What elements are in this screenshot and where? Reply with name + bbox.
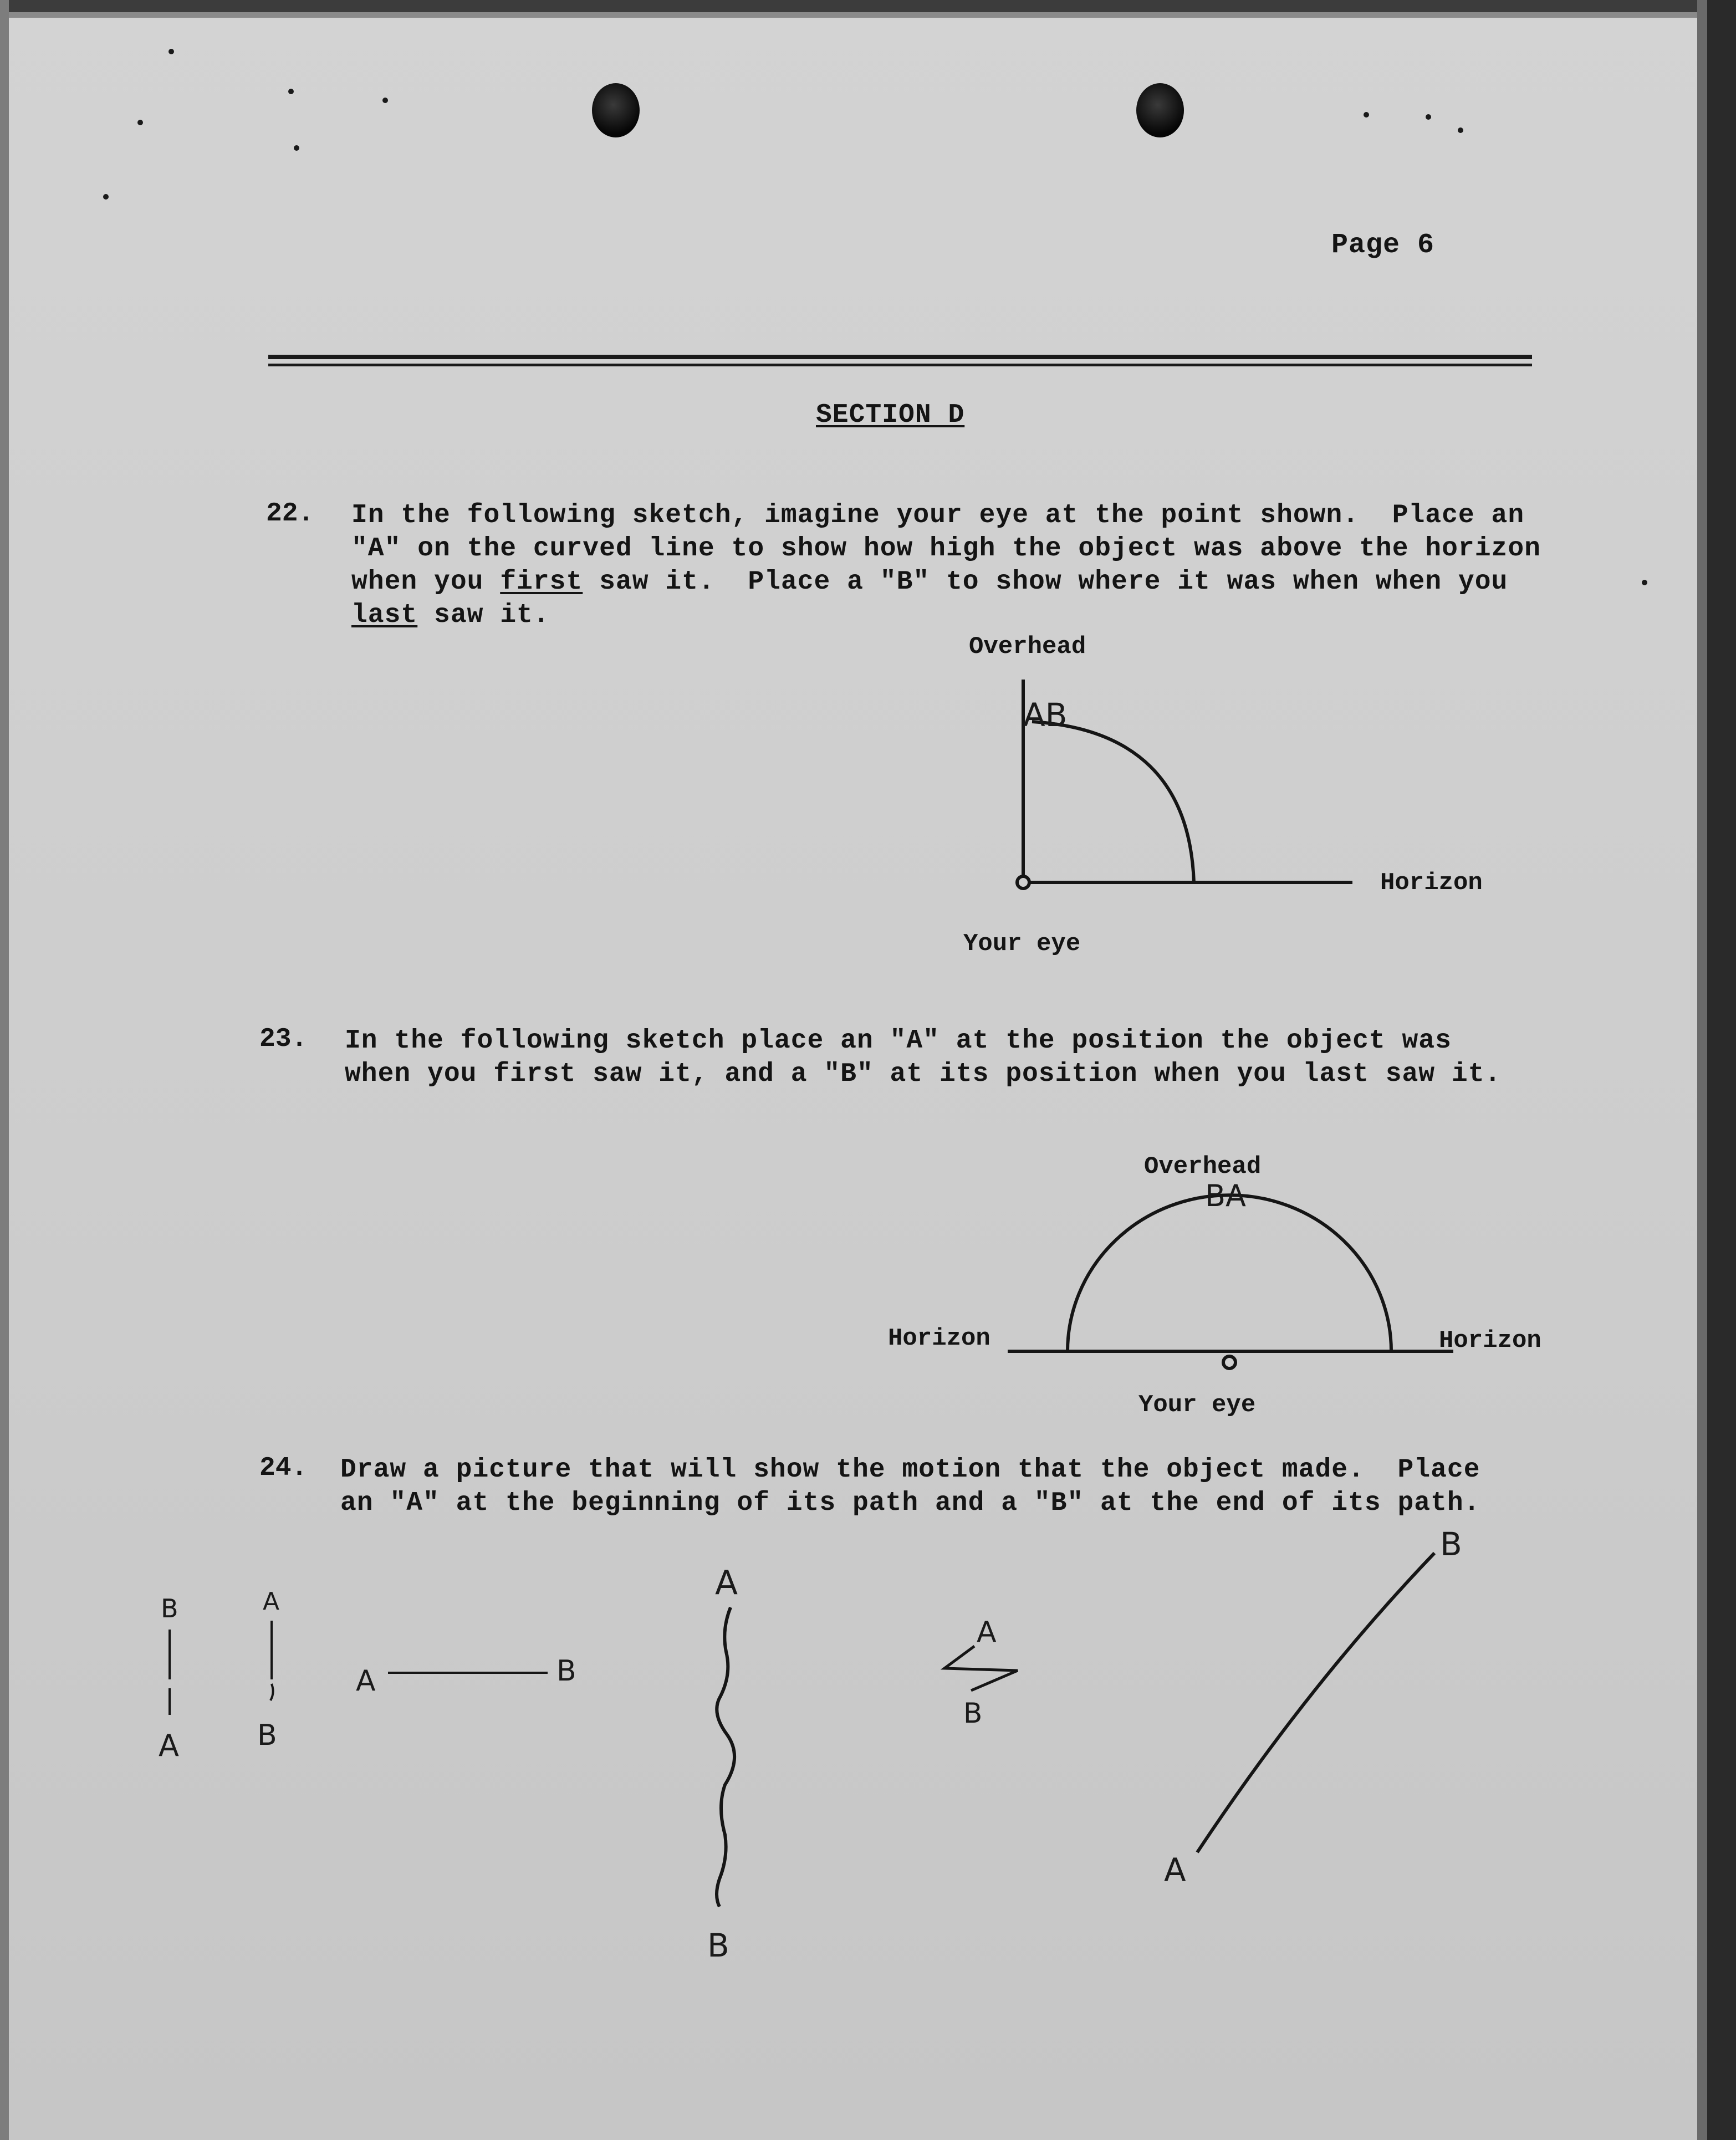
q23-handwritten-ba: BA (1205, 1178, 1246, 1213)
q24-d5-a: A (977, 1616, 997, 1649)
question-22-number: 22. (266, 499, 314, 529)
page-number: Page 6 (1331, 229, 1435, 261)
question-23-text: In the following sketch place an "A" at the position the object was when you first saw it, and a "B" at its position when you last saw it. (345, 1026, 1502, 1089)
q23-horizon-left-label: Horizon (888, 1325, 990, 1352)
q22-horizon-label: Horizon (1380, 869, 1483, 897)
q24-d6-b: B (1440, 1525, 1462, 1563)
question-23-number: 23. (259, 1024, 308, 1054)
section-title: SECTION D (816, 400, 965, 430)
q24-d1-b: B (161, 1593, 178, 1623)
q22-overhead-label: Overhead (969, 633, 1086, 661)
q24-d1-a: A (159, 1728, 179, 1763)
question-24-text: Draw a picture that will show the motion that the object made. Place an "A" at the beginning of its path and a "B" at the end of its path. (340, 1455, 1480, 1518)
q24-d4-a: A (715, 1564, 738, 1602)
question-22-text: In the following sketch, imagine your eye at the point shown. Place an "A" on the curved line to show how high the object was above the horizon when you first saw it. Place a "B" to show where it was when when you last saw it. (351, 500, 1541, 630)
q23-overhead-label: Overhead (1144, 1153, 1262, 1181)
q24-d3-b: B (556, 1654, 576, 1688)
q23-sketch (1008, 1195, 1453, 1368)
q22-your-eye-label: Your eye (963, 930, 1081, 958)
q23-your-eye-label: Your eye (1138, 1391, 1256, 1419)
q24-d4-b: B (707, 1927, 729, 1964)
q24-d2-b: B (257, 1719, 277, 1752)
q22-sketch (1017, 680, 1352, 888)
q24-d3-a: A (356, 1664, 376, 1698)
q22-eye-point (1017, 876, 1029, 888)
q22-sky-arc (1032, 722, 1194, 882)
q24-drawing-2-hook (270, 1684, 273, 1700)
q24-d6-a: A (1164, 1851, 1186, 1889)
q24-drawing-5-zigzag (944, 1646, 1018, 1690)
q23-sky-arc (1068, 1195, 1391, 1351)
q24-handwritten-letters (159, 1525, 1462, 1964)
q24-d5-b: B (963, 1697, 983, 1729)
q23-horizon-right-label: Horizon (1439, 1327, 1541, 1355)
q22-handwritten-ab: AB (1023, 696, 1068, 734)
q23-eye-point (1223, 1356, 1235, 1368)
q24-drawing-6-diagonal (1197, 1553, 1434, 1852)
q24-drawings (170, 1553, 1434, 1907)
question-24-number: 24. (259, 1453, 308, 1483)
q24-d2-a: A (263, 1587, 280, 1616)
q24-drawing-4-wavy-path (717, 1607, 734, 1907)
